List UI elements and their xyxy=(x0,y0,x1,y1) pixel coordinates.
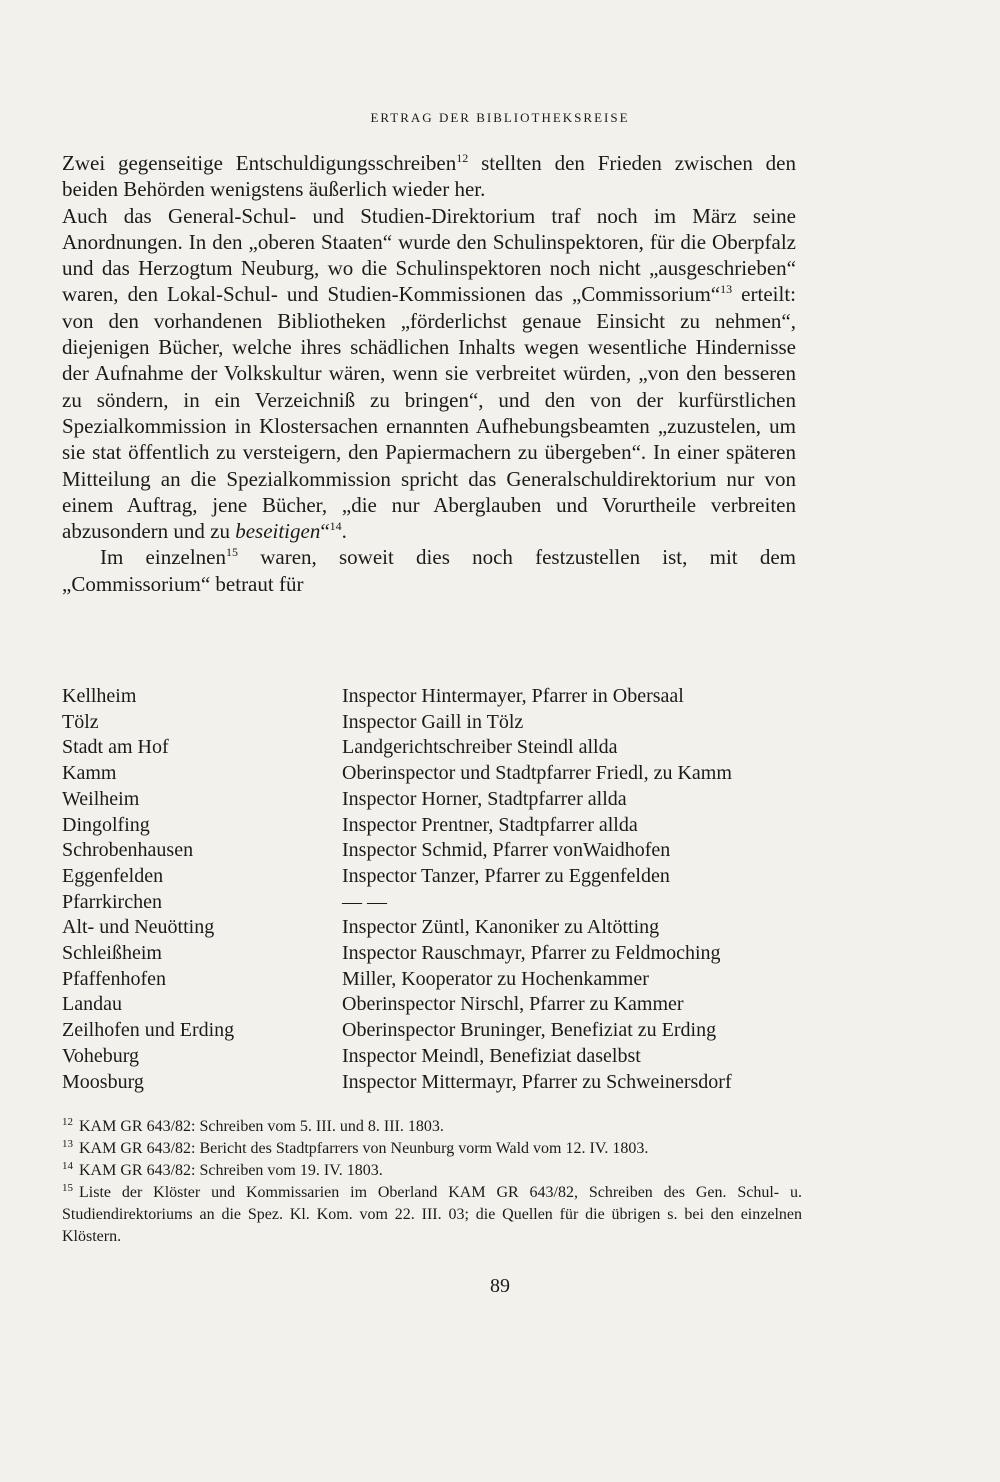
list-item xyxy=(62,915,822,941)
commissioner-name: Inspector Mittermayr, Pfarrer zu Schweinersdorf xyxy=(342,1070,732,1093)
commissioner-name: Inspector Horner, Stadtpfarrer allda xyxy=(342,787,627,810)
body-text xyxy=(62,150,796,597)
place-name: Tölz xyxy=(62,710,99,733)
commissioner-name: Miller, Kooperator zu Hochenkammer xyxy=(342,967,649,990)
paragraph-1: Zwei gegenseitige Entschuldigungsschreiben$^{12}$ stellten den Frieden zwischen den beiden Behörden wenigstens äußerlich wieder her. xyxy=(62,151,797,202)
list-item xyxy=(62,1070,822,1096)
running-head: ERTRAG DER BIBLIOTHEKSREISE xyxy=(370,110,630,125)
commissioner-name: Inspector Prentner, Stadtpfarrer allda xyxy=(342,813,638,836)
commissioner-name: Oberinspector Nirschl, Pfarrer zu Kammer xyxy=(342,993,684,1016)
list-item xyxy=(62,787,822,813)
list-item xyxy=(62,864,822,890)
paragraph-2: Auch das General-Schul- und Studien-Direktorium traf noch im März seine Anordnungen. In den „oberen Staaten“ wurde den Schulinspektoren, für die Oberpfalz und das Herzogtum Neuburg, wo die Schulinspektoren noch nicht „ausgeschrieben“ waren, den Lokal-Schul- und Studien-Kommissionen das „Commissorium“$^{13}$ erteilt: von den vorhandenen Bibliotheken „förderlichst genaue Einsicht zu nehmen“, diejenigen Bücher, welche ihres schädlichen Inhalts wegen wesentliche Hindernisse der Aufnahme der Volkskultur wären, wenn sie verbreitet würden, „von den besseren zu söndern, in ein Verzeichniß zu bringen“, und den von der kurfürstlichen Spezialkommission in Klostersachen ernannten Aufhebungsbeamten „zuzustelen, um sie stat öffentlich zu versteigern, den Papiermachern zu übergeben“. In einer späteren Mitteilung an die Spezialkommission spricht das Generalschuldirektorium nur von einem Auftrag, jene Bücher, „die nur Aberglauben und Vorurtheile verbreiten abzusondern und zu beseitigen“$^{14}$. xyxy=(62,203,796,544)
footnote-ref-14: 14 xyxy=(329,519,342,534)
footnotes xyxy=(62,1116,802,1248)
page-number: 89 xyxy=(490,1275,510,1297)
commissioner-name: Oberinspector Bruninger, Benefiziat zu Erding xyxy=(342,1019,717,1042)
place-name: Schrobenhausen xyxy=(62,839,194,862)
footnote xyxy=(62,1116,802,1138)
footnote-number: 15 xyxy=(62,1181,73,1194)
list-item xyxy=(62,684,822,710)
place-name: Voheburg xyxy=(62,1044,140,1067)
place-name: Landau xyxy=(62,993,122,1016)
place-name: Zeilhofen und Erding xyxy=(62,1019,235,1042)
place-name: Eggenfelden xyxy=(62,864,164,887)
commissioner-name: Landgerichtschreiber Steindl allda xyxy=(342,736,618,759)
commissioner-name: Inspector Meindl, Benefiziat daselbst xyxy=(342,1044,641,1067)
footnote-text: KAM GR 643/82: Schreiben vom 19. IV. 1803. xyxy=(79,1162,383,1179)
place-name: Dingolfing xyxy=(62,813,150,836)
list-item xyxy=(62,1018,822,1044)
list-item xyxy=(62,890,822,916)
footnote-number: 14 xyxy=(62,1159,73,1172)
list-item xyxy=(62,813,822,839)
place-name: Stadt am Hof xyxy=(62,736,169,759)
footnote-number: 13 xyxy=(62,1137,73,1150)
list-item xyxy=(62,1044,822,1070)
place-name: Schleißheim xyxy=(62,942,162,965)
commissioner-name: — — xyxy=(342,890,387,913)
place-name: Pfarrkirchen xyxy=(62,890,162,913)
footnote-ref-13: 13 xyxy=(720,282,733,297)
footnote-text: KAM GR 643/82: Schreiben vom 5. III. und 8. III. 1803. xyxy=(79,1118,444,1135)
commissioner-list xyxy=(62,684,822,1095)
place-name: Kamm xyxy=(62,762,117,785)
footnote-ref-12: 12 xyxy=(456,151,469,165)
place-name: Pfaffenhofen xyxy=(62,967,167,990)
commissioner-name: Inspector Gaill in Tölz xyxy=(342,710,524,733)
commissioner-name: Oberinspector und Stadtpfarrer Friedl, zu Kamm xyxy=(342,762,732,785)
list-item xyxy=(62,941,822,967)
commissioner-name: Inspector Rauschmayr, Pfarrer zu Feldmoching xyxy=(342,942,721,965)
place-name: Weilheim xyxy=(62,787,140,810)
list-item xyxy=(62,967,822,993)
list-item xyxy=(62,761,822,787)
commissioner-name: Inspector Schmid, Pfarrer vonWaidhofen xyxy=(342,839,671,862)
place-name: Kellheim xyxy=(62,685,137,707)
footnote-number: 12 xyxy=(62,1115,73,1128)
footnote xyxy=(62,1138,802,1160)
list-item xyxy=(62,735,822,761)
footnote xyxy=(62,1160,802,1182)
commissioner-name: Inspector Züntl, Kanoniker zu Altötting xyxy=(342,916,660,939)
footnote-ref-15: 15 xyxy=(226,545,238,560)
footnote xyxy=(62,1182,802,1248)
paragraph-3: Im einzelnen$^{15}$ waren, soweit dies noch festzustellen ist, mit dem „Commissorium“ betraut für xyxy=(62,545,796,596)
list-item xyxy=(62,710,822,736)
commissioner-name: Inspector Tanzer, Pfarrer zu Eggenfelden xyxy=(342,864,670,887)
footnote-text: KAM GR 643/82: Bericht des Stadtpfarrers von Neunburg vorm Wald vom 12. IV. 1803. xyxy=(79,1140,649,1157)
list-item xyxy=(62,992,822,1018)
place-name: Alt- und Neuötting xyxy=(62,916,215,939)
place-name: Moosburg xyxy=(62,1070,144,1093)
italic-word: beseitigen xyxy=(235,519,321,544)
footnote-text: Liste der Klöster und Kommissarien im Oberland KAM GR 643/82, Schreiben des Gen. Schul- u. Studiendirektoriums an die Spez. Kl. Kom. vom 22. III. 03; die Quellen für die übrigen s. bei den einzelnen Klöstern. xyxy=(62,1184,802,1245)
list-item xyxy=(62,838,822,864)
commissioner-name: Inspector Hintermayer, Pfarrer in Obersaal xyxy=(342,685,684,707)
